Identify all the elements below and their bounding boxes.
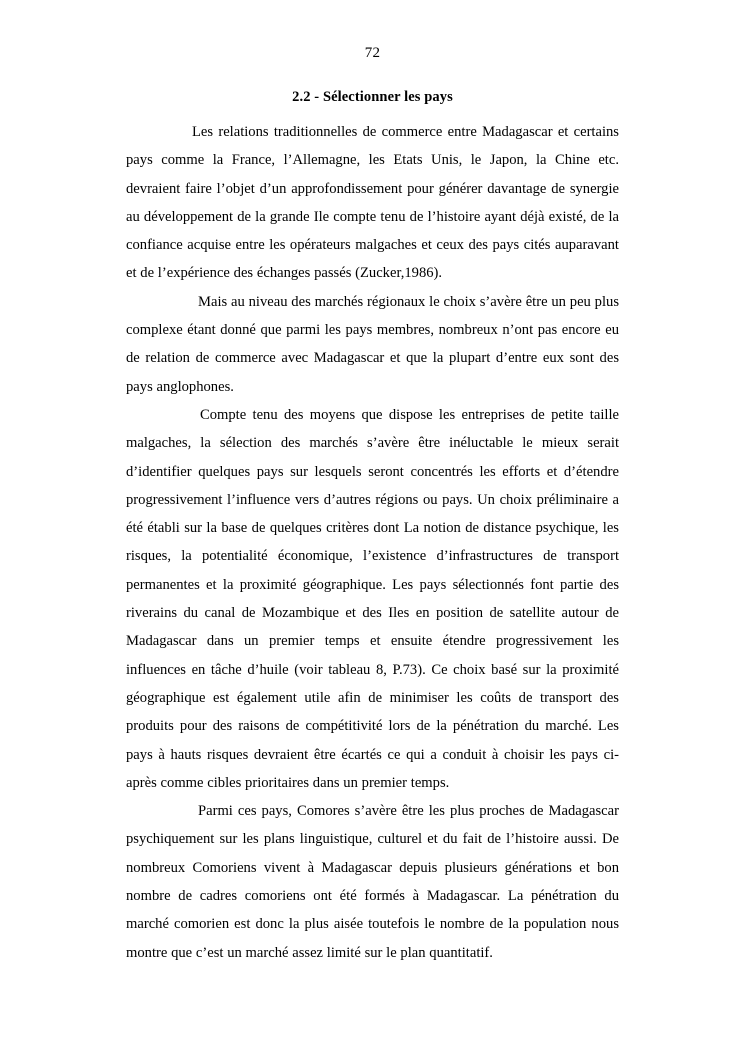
paragraph-2: Mais au niveau des marchés régionaux le choix s’avère être un peu plus complexe étant donné que parmi les pays membres, nombreux n’ont pas encore eu de relation de commerce avec Madagascar et que la plupart d’entre eux sont des pays anglophones.	[126, 293, 619, 395]
paragraph-1: Les relations traditionnelles de commerce entre Madagascar et certains pays comme la France, l’Allemagne, les Etats Unis, le Japon, la Chine etc. devraient faire l’objet d’un approfondissement pour générer davantage de synergie au développement de la grande Ile compte tenu de l’histoire ayant déjà existé, de la confiance acquise entre les opérateurs malgaches et ceux des pays cités auparavant et de l’expérience des échanges passés (Zucker,1986).	[126, 124, 619, 282]
page-number: 72	[364, 45, 381, 61]
paragraph-3: Compte tenu des moyens que dispose les entreprises de petite taille malgaches, la sélection des marchés s’avère être inéluctable le mieux serait d’identifier quelques pays sur lesquels seront concentrés les efforts et d’étendre progressivement l’influence vers d’autres régions ou pays. Un choix préliminaire a été établi sur la base de quelques critères dont La notion de distance psychique, les risques, la potentialité économique, l’existence d’infrastructures de transport permanentes et la proximité géographique. Les pays sélectionnés font partie des riverains du canal de Mozambique et des Iles en position de satellite autour de Madagascar dans un premier temps et ensuite étendre progressivement les influences en tâche d’huile (voir tableau 8, P.73). Ce choix basé sur la proximité géographique est également utile afin de minimiser les coûts de transport des produits pour des raisons de compétitivité lors de la pénétration du marché. Les pays à hauts risques devraient être écartés ce qui a conduit à choisir les pays ci-après comme cibles prioritaires dans un premier temps.	[126, 406, 619, 791]
section-heading: 2.2 - Sélectionner les pays	[292, 89, 453, 105]
paragraph-4: Parmi ces pays, Comores s’avère être les plus proches de Madagascar psychiquement sur les plans linguistique, culturel et du fait de l’histoire aussi. De nombreux Comoriens vivent à Madagascar depuis plusieurs générations et bon nombre de cadres comoriens ont été formés à Madagascar. La pénétration du marché comorien est donc la plus aisée toutefois le nombre de la population nous montre que c’est un marché assez limité sur le plan quantitatif.	[126, 803, 619, 961]
